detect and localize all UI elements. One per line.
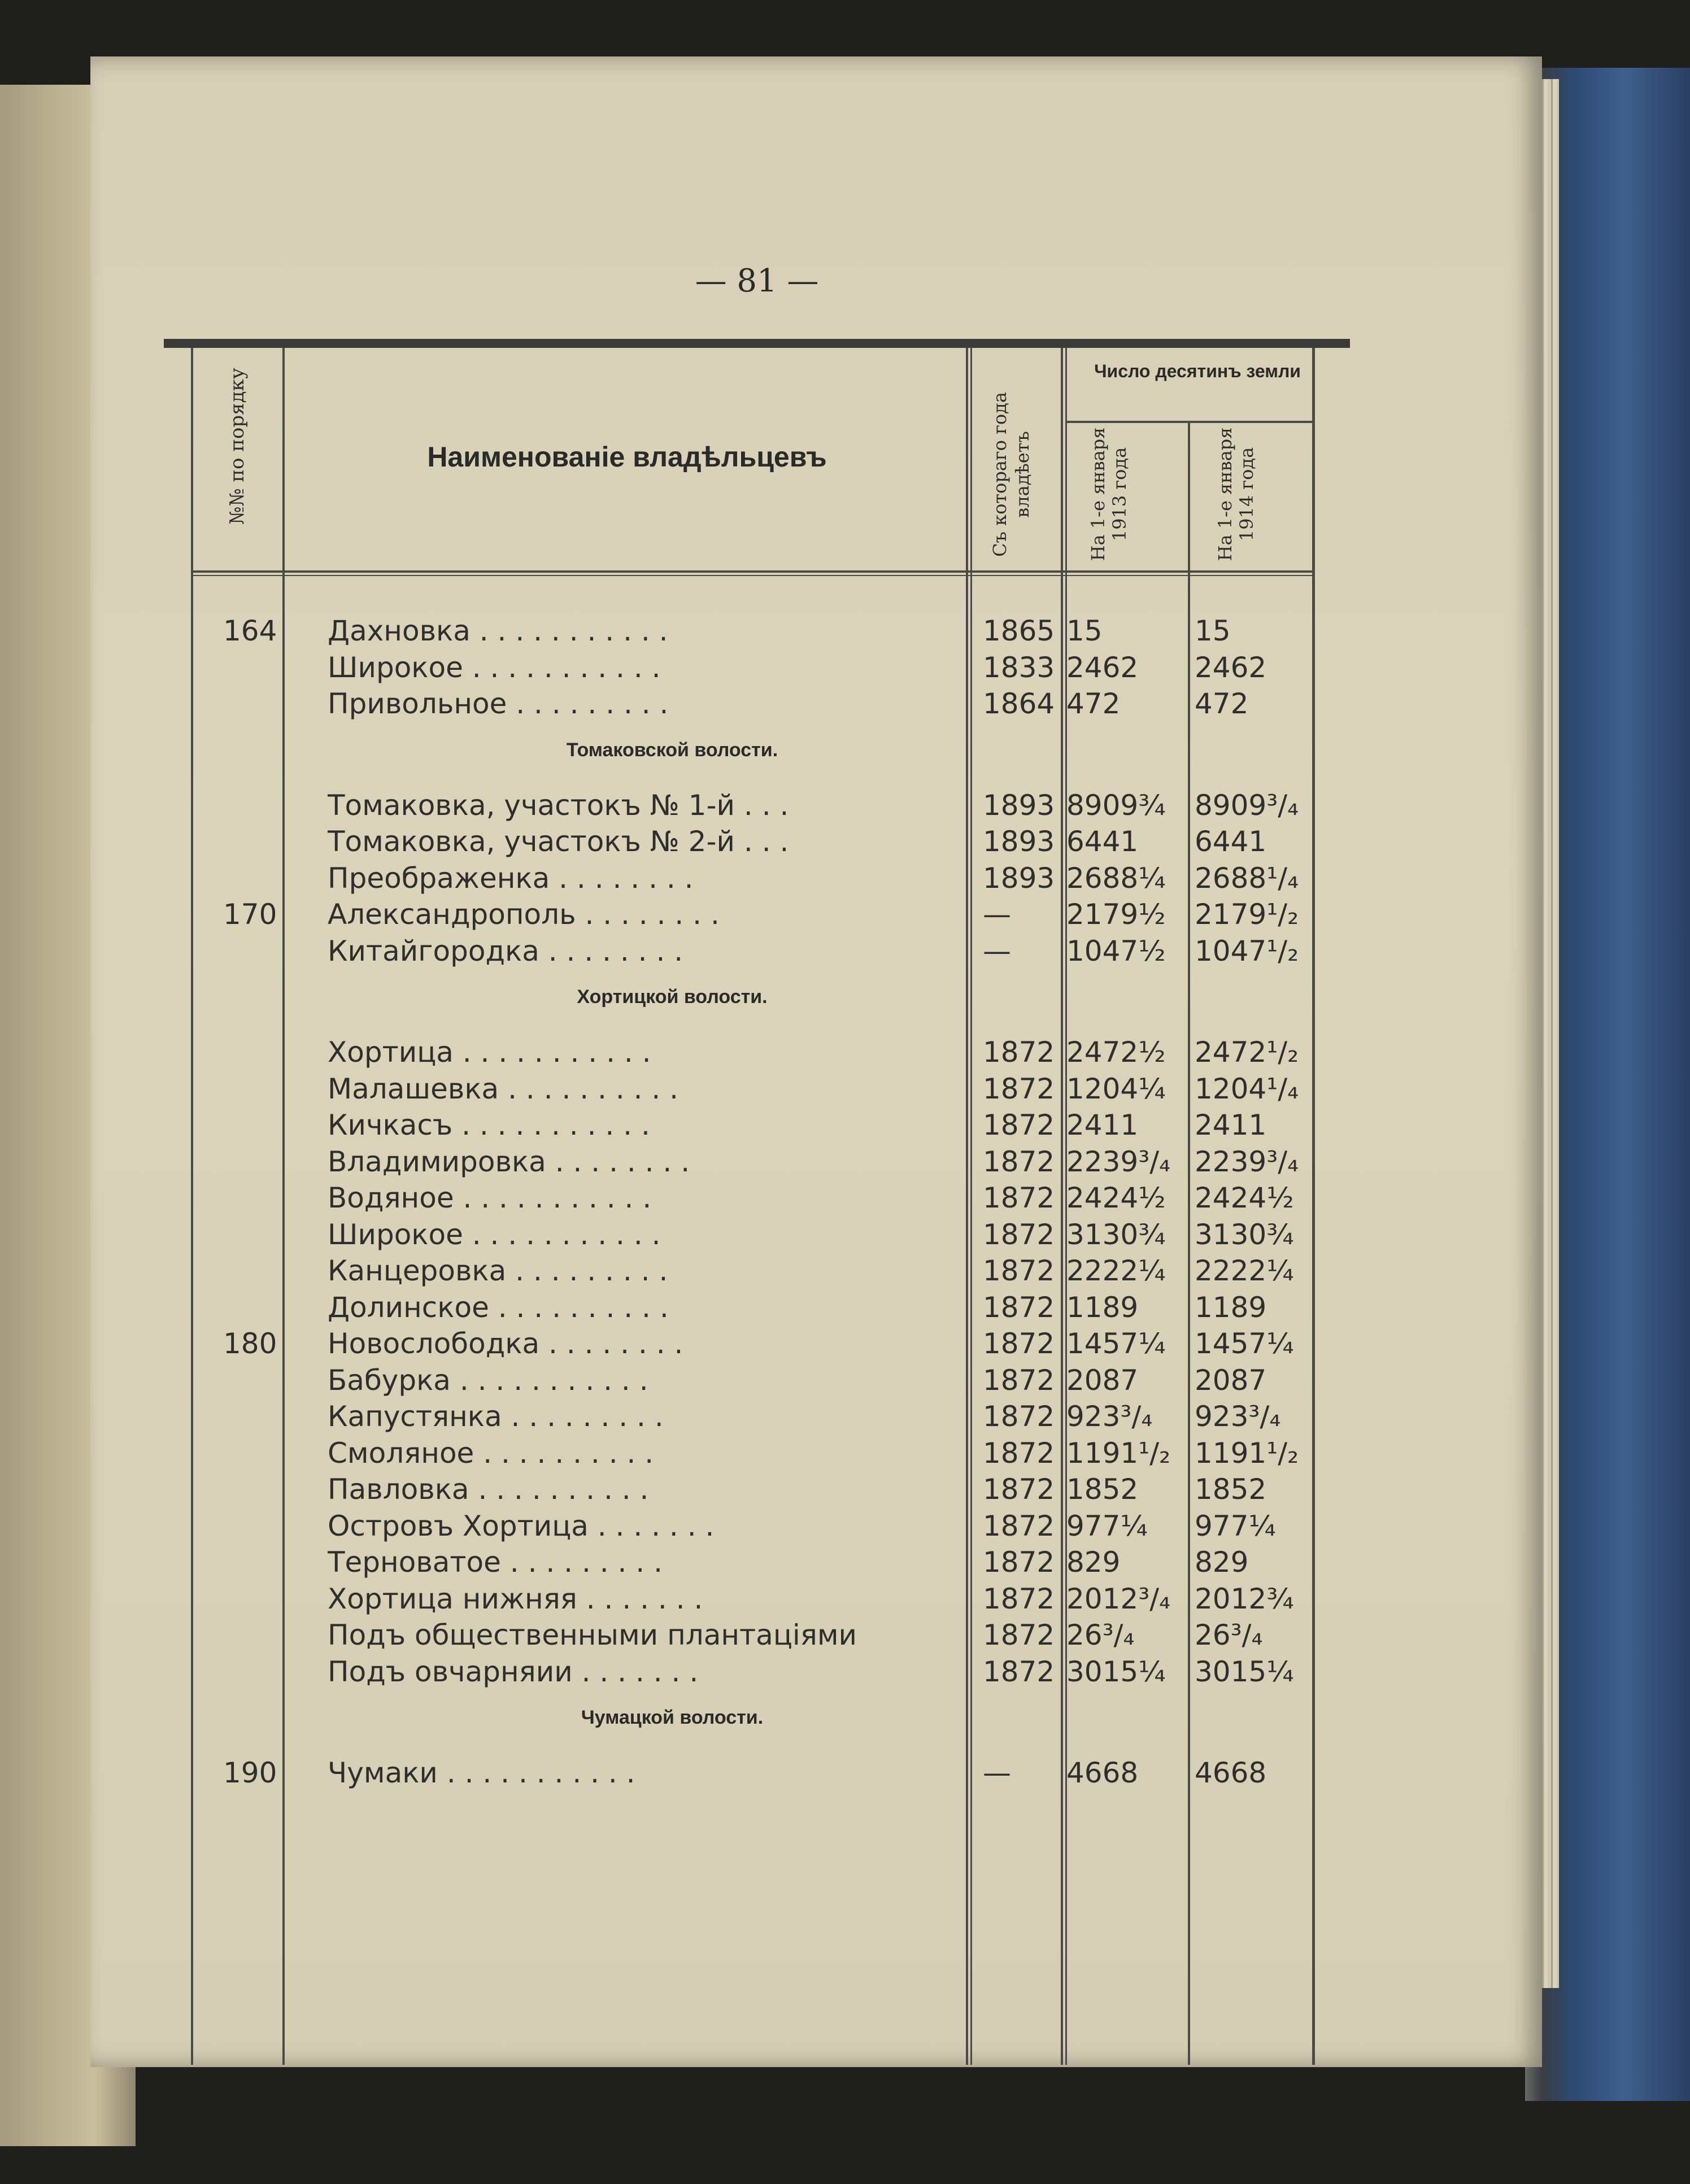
area-1914: 923³/₄ (1195, 1400, 1281, 1433)
year-owned: — (983, 1756, 1011, 1789)
area-1913: 2411 (1066, 1109, 1139, 1141)
header-group-col: Число десятинъ земли (1094, 361, 1301, 381)
header-bottom-rule-2 (191, 575, 1315, 576)
owner-name: Кичкасъ . . . . . . . . . . . (328, 1109, 650, 1141)
page-number: — 81 — (695, 263, 819, 299)
area-1914: 2688¹/₄ (1195, 861, 1299, 895)
year-owned: 1872 (983, 1582, 1055, 1615)
owner-name: Терноватое . . . . . . . . . (328, 1546, 663, 1579)
owner-name: Новослободка . . . . . . . . (328, 1327, 683, 1360)
area-1914: 2472¹/₂ (1195, 1036, 1299, 1069)
owner-name: Преображенка . . . . . . . . (328, 861, 694, 895)
col-divider-num (282, 348, 285, 2065)
row-number: 170 (223, 898, 277, 931)
year-owned: 1872 (983, 1072, 1055, 1105)
area-1914: 1457¼ (1195, 1327, 1294, 1360)
col-divider-1913 (1188, 421, 1190, 2065)
year-owned: 1872 (983, 1655, 1055, 1688)
year-owned: 1872 (983, 1109, 1055, 1141)
row-number: 164 (223, 614, 277, 647)
year-owned: 1872 (983, 1036, 1055, 1069)
area-1913: 2087 (1066, 1363, 1139, 1397)
area-1914: 8909³/₄ (1195, 788, 1299, 822)
area-1914: 977¼ (1195, 1509, 1276, 1542)
area-1914: 1204¹/₄ (1195, 1072, 1299, 1105)
year-owned: 1872 (983, 1619, 1055, 1651)
year-owned: 1893 (983, 788, 1055, 822)
table-border-right (1312, 348, 1315, 2065)
header-year-col: Съ котораго года владѣетъ (989, 392, 1033, 557)
area-1914: 26³/₄ (1195, 1619, 1263, 1651)
header-bottom-rule (191, 570, 1315, 573)
owner-name: Подъ общественными плантаціями (328, 1619, 857, 1651)
year-owned: — (983, 898, 1011, 931)
area-1913: 15 (1066, 614, 1103, 647)
owner-name: Канцеровка . . . . . . . . . (328, 1254, 668, 1287)
area-1913: 923³/₄ (1066, 1400, 1153, 1433)
area-1914: 2222¼ (1195, 1254, 1294, 1287)
owner-name: Широкое . . . . . . . . . . . (328, 1218, 661, 1251)
year-owned: 1872 (983, 1327, 1055, 1360)
section-heading: Томаковской волости. (566, 739, 778, 761)
owner-name: Хортица . . . . . . . . . . . (328, 1036, 651, 1069)
owner-name: Смоляное . . . . . . . . . . (328, 1436, 654, 1470)
area-1913: 1204¼ (1066, 1072, 1166, 1105)
header-1913-col: На 1-е января 1913 года (1087, 427, 1130, 561)
area-1914: 1191¹/₂ (1195, 1436, 1299, 1470)
header-1914-col: На 1-е января 1914 года (1214, 427, 1257, 561)
area-1914: 1189 (1195, 1291, 1267, 1324)
area-1914: 2462 (1195, 651, 1267, 684)
owner-name: Капустянка . . . . . . . . . (328, 1400, 664, 1433)
area-1913: 2012³/₄ (1066, 1582, 1171, 1615)
year-owned: 1872 (983, 1254, 1055, 1287)
owner-name: Чумаки . . . . . . . . . . . (328, 1756, 635, 1789)
area-1913: 1852 (1066, 1473, 1139, 1506)
owner-name: Широкое . . . . . . . . . . . (328, 651, 661, 684)
area-1914: 4668 (1195, 1756, 1267, 1789)
area-1914: 3130¾ (1195, 1218, 1294, 1251)
year-owned: 1872 (983, 1145, 1055, 1178)
area-1914: 2424½ (1195, 1182, 1294, 1214)
year-owned: 1872 (983, 1509, 1055, 1542)
area-1914: 1047¹/₂ (1195, 934, 1299, 967)
area-1914: 6441 (1195, 825, 1267, 858)
owner-name: Владимировка . . . . . . . . (328, 1145, 690, 1178)
year-owned: 1872 (983, 1546, 1055, 1579)
area-1913: 829 (1066, 1546, 1121, 1579)
year-owned: 1872 (983, 1363, 1055, 1397)
col-divider-owner-2 (970, 348, 972, 2065)
area-1913: 26³/₄ (1066, 1619, 1135, 1651)
year-owned: 1872 (983, 1400, 1055, 1433)
year-owned: 1893 (983, 825, 1055, 858)
year-owned: 1864 (983, 687, 1055, 720)
area-1914: 3015¼ (1195, 1655, 1294, 1688)
area-1914: 2239³/₄ (1195, 1145, 1299, 1178)
area-1913: 3015¼ (1066, 1655, 1166, 1688)
owner-name: Томаковка, участокъ № 1-й . . . (328, 788, 789, 822)
area-1913: 6441 (1066, 825, 1139, 858)
year-owned: 1893 (983, 861, 1055, 895)
area-1913: 977¼ (1066, 1509, 1148, 1542)
year-owned: — (983, 934, 1011, 967)
year-owned: 1872 (983, 1291, 1055, 1324)
area-1913: 2462 (1066, 651, 1139, 684)
area-1913: 2179½ (1066, 898, 1166, 931)
area-1913: 2222¼ (1066, 1254, 1166, 1287)
owner-name: Китайгородка . . . . . . . . (328, 934, 683, 967)
area-1914: 2411 (1195, 1109, 1267, 1141)
owner-name: Дахновка . . . . . . . . . . . (328, 614, 668, 647)
owner-name: Бабурка . . . . . . . . . . . (328, 1363, 648, 1397)
area-1914: 829 (1195, 1546, 1249, 1579)
area-1914: 1852 (1195, 1473, 1267, 1506)
area-1913: 1189 (1066, 1291, 1139, 1324)
area-1914: 2012¾ (1195, 1582, 1294, 1615)
area-1913: 1047½ (1066, 934, 1166, 967)
area-1914: 2087 (1195, 1363, 1267, 1397)
year-owned: 1872 (983, 1436, 1055, 1470)
area-1913: 2424½ (1066, 1182, 1166, 1214)
table-border-left (191, 348, 193, 2065)
row-number: 190 (223, 1756, 277, 1789)
year-owned: 1872 (983, 1473, 1055, 1506)
section-heading: Чумацкой волости. (581, 1707, 764, 1728)
year-owned: 1865 (983, 614, 1055, 647)
area-1914: 472 (1195, 687, 1249, 720)
header-num-col: №№ по порядку (226, 368, 249, 525)
area-1913: 3130¾ (1066, 1218, 1166, 1251)
owner-name: Островъ Хортица . . . . . . . (328, 1509, 715, 1542)
area-1913: 2472½ (1066, 1036, 1166, 1069)
area-1913: 1457¼ (1066, 1327, 1166, 1360)
area-1913: 1191¹/₂ (1066, 1436, 1171, 1470)
area-1913: 472 (1066, 687, 1121, 720)
area-1914: 15 (1195, 614, 1231, 647)
area-1913: 2688¼ (1066, 861, 1166, 895)
col-divider-year (1061, 348, 1063, 2065)
owner-name: Малашевка . . . . . . . . . . (328, 1072, 679, 1105)
area-1913: 4668 (1066, 1756, 1139, 1789)
owner-name: Павловка . . . . . . . . . . (328, 1473, 649, 1506)
owner-name: Томаковка, участокъ № 2-й . . . (328, 825, 789, 858)
owner-name: Александрополь . . . . . . . . (328, 898, 720, 931)
owner-name: Хортица нижняя . . . . . . . (328, 1582, 703, 1615)
row-number: 180 (223, 1327, 277, 1360)
owner-name: Долинское . . . . . . . . . . (328, 1291, 669, 1324)
year-owned: 1833 (983, 651, 1055, 684)
area-1914: 2179¹/₂ (1195, 898, 1299, 931)
area-1913: 2239³/₄ (1066, 1145, 1171, 1178)
owner-name: Водяное . . . . . . . . . . . (328, 1182, 652, 1214)
table-top-rule (164, 339, 1350, 348)
owner-name: Привольное . . . . . . . . . (328, 687, 669, 720)
year-owned: 1872 (983, 1182, 1055, 1214)
section-heading: Хортицкой волости. (577, 986, 768, 1008)
area-1913: 8909¾ (1066, 788, 1166, 822)
year-owned: 1872 (983, 1218, 1055, 1251)
col-divider-owner (966, 348, 968, 2065)
owner-name: Подъ овчарняии . . . . . . . (328, 1655, 699, 1688)
header-owner-col: Наименованіе владѣльцевъ (427, 441, 827, 473)
